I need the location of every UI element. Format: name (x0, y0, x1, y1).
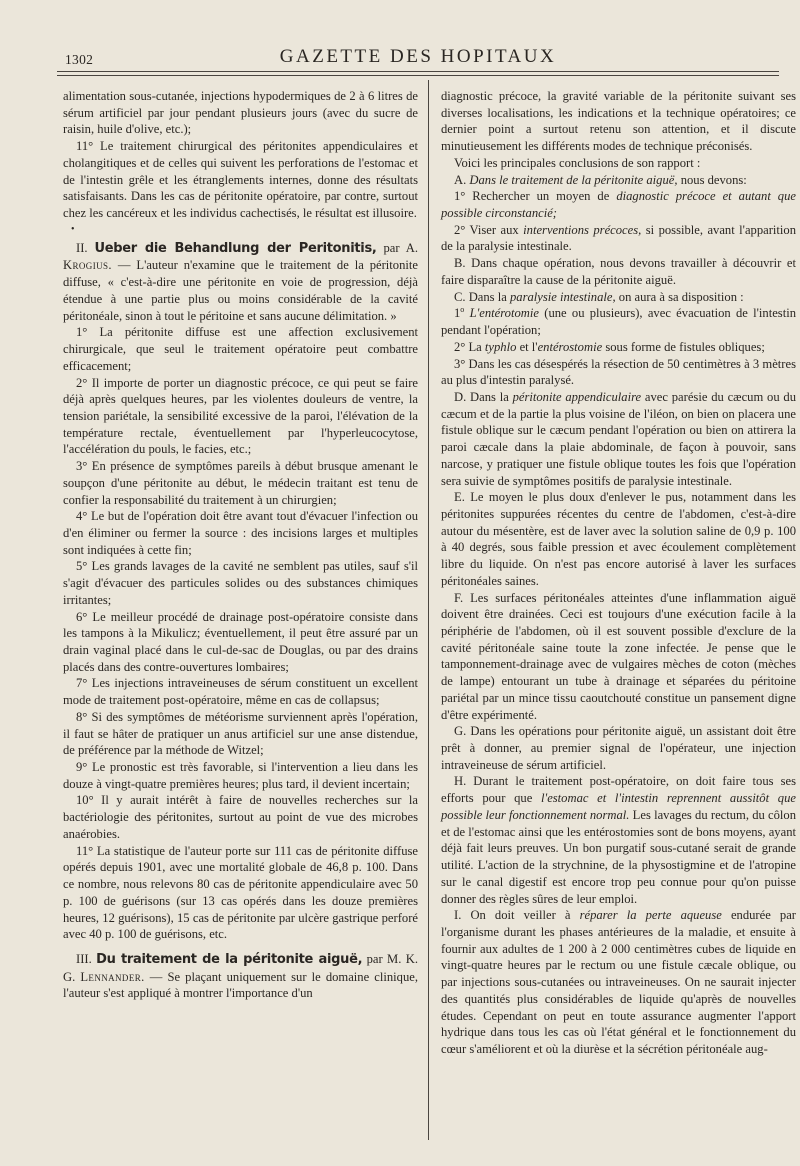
right-column (441, 88, 796, 1058)
list-item: 3° Dans les cas désespérés la résection de 50 centimètres à 3 mètres au plus d'intestin paralysé. (441, 356, 796, 388)
list-item: 4° Le but de l'opération doit être avant tout d'évacuer l'infection ou d'en éliminer ou fermer la source : des incisions larges et multiples sont indiquées à cette fin; (63, 509, 418, 557)
column-divider (428, 80, 429, 1140)
section-author: Lennander. (80, 969, 145, 984)
text: 2° Viser aux (454, 222, 519, 237)
conclusion-g: G. Dans les opérations pour péritonite aiguë, un assistant doit être prêt à donner, au premier signal de l'opérateur, une injection intraveineuse de sérum artificiel. (441, 724, 796, 772)
emphasis: typhlo (484, 339, 517, 354)
conclusion-f: F. Les surfaces péritonéales atteintes d'une inflammation aiguë doivent être drainées. Ceci est toujours d'une exécution facile à la périphérie de l'abdomen, où il est souvent possible d'exclure de la cavité péritonéale saine toute la zone infectée. Je pense que le tamponnement-drainage avec de vulgaires mèches de coton (mèches de lampe) entourant un tube à drainage et séparées du péritoine pariétal par un mince tissu caoutchouté constitue un pansement digne d'être expérimenté. (441, 590, 796, 722)
emphasis: l'estomac et l'intestin reprennent aussitôt que possible leur fonctionnement normal. (441, 791, 796, 822)
conclusion-c (441, 289, 796, 306)
section-title: Ueber die Behandlung der Peritonitis, (94, 240, 377, 256)
text: endurée par l'organisme durant les phases antérieures de la maladie, et ensuite à fournir aux adultes de 1 200 à 2 000 centimètres cubes de liquide en vingt-quatre heures par le rectum ou une fistule cæcale oblique, ou par injections sous-cutanées ou intraveineuses. On ne saurait injecter des quantités plus considérables de liquide qu'après de nouvelles études. Cependant on peut en toute assurance augmenter l'apport hydrique dans tous les cas où l'état général et le fonctionnement du cœur s'améliorent et où la diurèse et la sécrétion péritonéale aug- (441, 908, 796, 1056)
text: (une ou plusieurs), avec évacuation de l'intestin pendant l'opération; (441, 306, 796, 338)
header-rule-thick (57, 75, 779, 76)
emphasis: diagnostic précoce et autant que possible circonstancié; (441, 189, 796, 221)
section-intro: — Se plaçant uniquement sur le domaine clinique, l'auteur s'est appliqué à montrer l'importance d'un (63, 969, 418, 1001)
emphasis: péritonite appendiculaire (512, 389, 642, 404)
list-item: 5° Les grands lavages de la cavité ne semblent pas utiles, sauf s'il s'agit d'évacuer des particules solides ou des substances chimiques irritantes; (63, 559, 418, 607)
paragraph: 11° Le traitement chirurgical des péritonites appendiculaires et cholangitiques et de celles qui suivent les perforations de l'estomac et de l'intestin grêle et les étranglements internes, donne des résultats satisfaisants. Dans les cas de péritonite opératoire, par contre, surtout chez les cancéreux et les individus cachectisés, le résultat est illusoire. (63, 139, 418, 221)
conclusion-h (441, 773, 796, 907)
list-item: 9° Le pronostic est très favorable, si l'intervention a lieu dans les douze à vingt-quatre premières heures; plus tard, il devient incertain; (63, 760, 418, 791)
text: 2° La (454, 339, 482, 354)
section-author: Krogius. (63, 258, 112, 273)
list-item: 11° La statistique de l'auteur porte sur 111 cas de péritonite diffuse opérés depuis 1901, avec une mortalité globale de 46,8 p. 100. Dans ce nombre, nous relevons 80 cas de péritonite appendiculaire avec 50 p. 100 de guérisons (sur 13 cas opérés dans les douze premières heures, 12 guérisons), 15 cas de péritonite par ulcère gastrique perforé avec 40 p. 100 de guérisons, etc. (63, 843, 418, 942)
text: D. Dans la (454, 389, 509, 404)
page-header (57, 40, 779, 68)
text: Les lavages du rectum, du côlon et de l'estomac ainsi que les entérostomies sont de bons moyens, ayant déjà fait leurs preuves. Un bon purgatif sous-cutané serait de grande utilité. L'action de la strychnine, de la physostigmine et de l'atropine sur le canal digestif est encore trop peu connue pour qu'on puisse donner des règles sûres de leur emploi. (441, 807, 797, 906)
page-number: 1302 (65, 52, 94, 67)
section-byline: par A. (383, 240, 419, 255)
list-item: 6° Le meilleur procédé de drainage post-opératoire consiste dans les tampons à la Mikulicz; éventuellement, il peut être assuré par un drain vaginal placé dans le cul-de-sac de Douglas, ou par des drains placés dans des contre-ouvertures lombaires; (63, 609, 418, 674)
conclusion-b: B. Dans chaque opération, nous devons travailler à découvrir et faire disparaître la cause de la péritonite aiguë. (441, 256, 796, 287)
conclusion-i (441, 907, 796, 1057)
list-item: 10° Il y aurait intérêt à faire de nouvelles recherches sur la bactériologie des péritonites, surtout au point de vue des microbes anaérobies. (63, 793, 418, 841)
running-title: GAZETTE DES HOPITAUX (279, 46, 557, 67)
ornament: • (71, 223, 75, 235)
text: si possible, avant l'apparition de la paralysie intestinale. (441, 222, 797, 254)
section-2 (63, 240, 418, 325)
conclusion-a (441, 172, 796, 189)
paragraph: diagnostic précoce, la gravité variable de la péritonite suivant ses diverses localisations, les indications et la technique opératoires; ce dernier point a surtout retenu son attention, et il discute minutieusement les différents modes de technique préconisés. (441, 89, 796, 154)
section-3 (63, 951, 418, 1002)
section-title: Du traitement de la péritonite aiguë, (96, 951, 363, 967)
text: I. On doit veiller à (454, 908, 571, 923)
emphasis: entérostomie (537, 339, 603, 354)
emphasis: L'entérotomie (469, 306, 539, 321)
section-intro: — L'auteur n'examine que le traitement de la péritonite diffuse, « c'est-à-dire une péritonite en voie de progression, déjà étendue à une partie plus ou moins considérable de la cavité péritonéale, sinon à tout le péritoine et sans aucune délimitation. » (63, 258, 418, 323)
conclusion-d (441, 389, 796, 489)
text: sous forme de fistules obliques; (605, 339, 765, 354)
text: C. Dans la (454, 289, 507, 304)
list-item: 1° La péritonite diffuse est une affection exclusivement chirurgicale, que seul le traitement opératoire peut combattre efficacement; (63, 325, 418, 373)
list-item: 1$^o$ L'entérotomie (une ou plusieurs), avec évacuation de l'intestin pendant l'opération; (441, 305, 796, 338)
section-byline: par M. K. G. (63, 951, 418, 984)
section-number: III. (76, 951, 92, 966)
emphasis: Dans le traitement de la péritonite aiguë, (469, 172, 678, 187)
text: nous devons: (680, 172, 747, 187)
list-item (441, 188, 796, 221)
list-item (441, 222, 796, 255)
emphasis: paralysie intestinale, (509, 289, 616, 304)
left-column (63, 88, 418, 1002)
list-item: 7° Les injections intraveineuses de sérum constituent un excellent mode de traitement post-opératoire, même en cas de collapsus; (63, 676, 418, 708)
text: 1° Rechercher un moyen de (454, 189, 610, 204)
paragraph: Voici les principales conclusions de son rapport : (454, 155, 701, 170)
list-item (441, 339, 796, 356)
text: H. Durant le traitement post-opératoire, on doit faire tous ses efforts pour que (441, 774, 796, 806)
text: et l' (519, 339, 538, 354)
conclusion-e: E. Le moyen le plus doux d'enlever le pus, notamment dans les péritonites suppurées récentes du centre de l'abdomen, c'est-à-dire autour du mésentère, est de laver avec la solution saline de 0,9 p. 100 à 40 degrés, sous faible pression et avec écoulement complètement libre du liquide. On n'est pas encore autorisé à laver les surfaces péritonéales saines. (441, 490, 796, 588)
text: A. (454, 172, 467, 187)
header-rule-thin (57, 71, 779, 72)
text: avec parésie du cæcum ou du cæcum et de la partie la plus voisine de l'iléon, on bien on placera une fistule oblique sur le cæcum pendant l'opération ou bien on attirera la paroi cæcale dans la plaie abdominale, de façon à pouvoir, sans narcose, y pratiquer une fistule oblique toutes les fois que l'opération sera suivie de symptômes positifs de paralysie intestinale. (441, 389, 796, 488)
section-number: II. (76, 240, 88, 255)
paragraph: alimentation sous-cutanée, injections hypodermiques de 2 à 6 litres de sérum artificiel par jour pendant plusieurs jours (avec du sucre de raisin, huile d'olive, etc.); (63, 89, 418, 137)
text: on aura à sa disposition : (618, 289, 744, 304)
list-item: 3° En présence de symptômes pareils à début brusque amenant le soupçon d'une péritonite au début, le médecin traitant est tenu de confier la responsabilité du traitement à un chirurgien; (63, 459, 418, 507)
list-item: 2° Il importe de porter un diagnostic précoce, ce qui peut se faire déjà après quelques heures, par les violentes douleurs de ventre, la tension pariétale, la sensibilité excessive de la paroi, l'élévation de la température rectale, éventuellement par l'hyperleucocytose, l'accélération du pouls, le facies, etc.; (63, 375, 418, 457)
emphasis: interventions précoces, (523, 222, 642, 237)
emphasis: réparer la perte aqueuse (579, 908, 722, 923)
list-item: 8° Si des symptômes de météorisme surviennent après l'opération, il faut se hâter de pratiquer un anus artificiel sur une anse distendue, de préférence par la méthode de Witzel; (63, 709, 418, 758)
